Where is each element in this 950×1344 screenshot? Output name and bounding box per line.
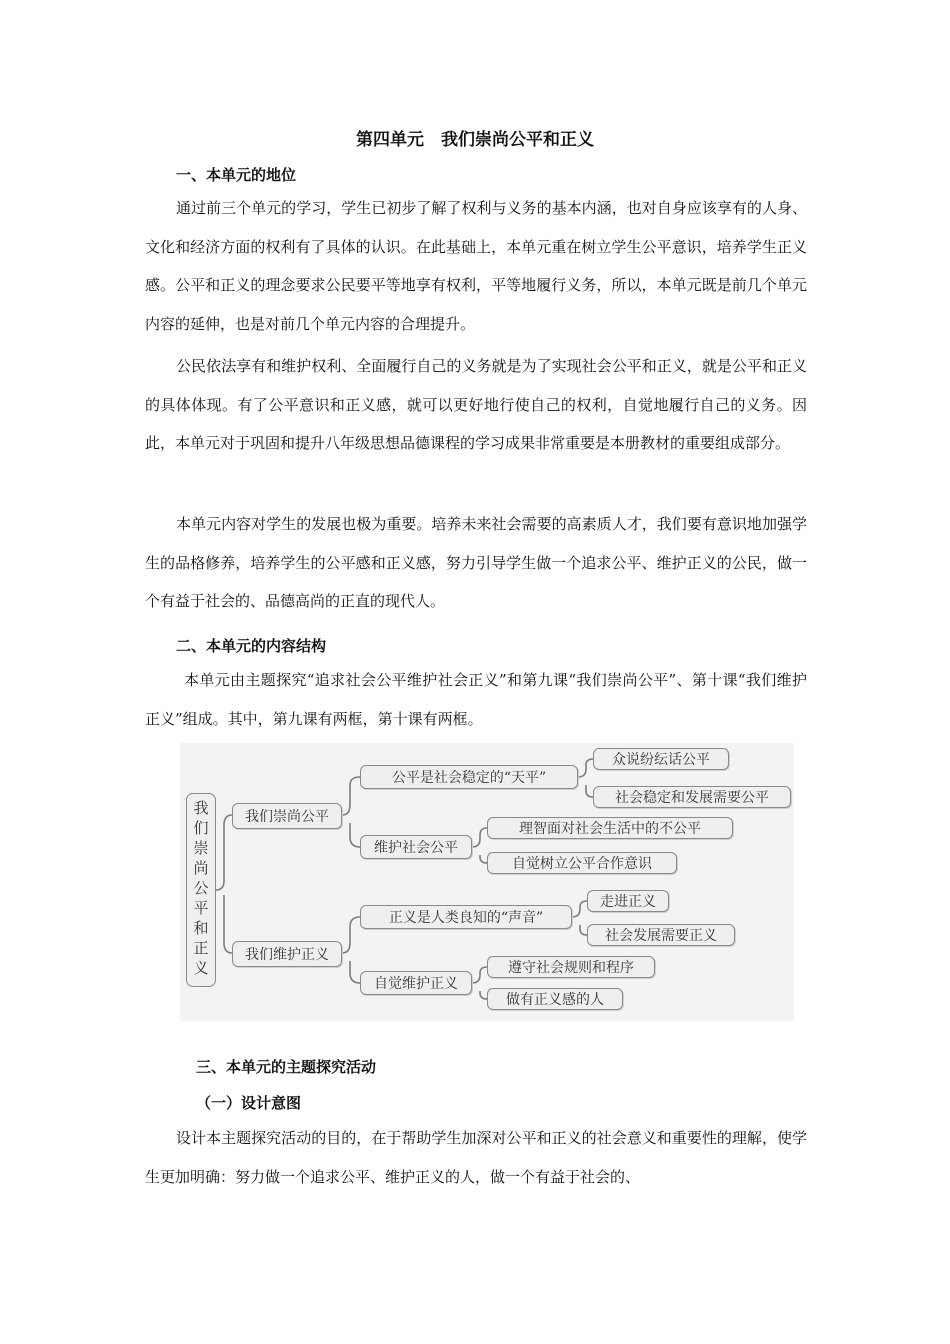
section-1-heading: 一、本单元的地位 [176, 166, 297, 184]
diagram-l10-frame-2: 自觉维护正义 [360, 971, 472, 995]
section-1-paragraph-2: 公民依法享有和维护权利、全面履行自己的义务就是为了实现社会公平和正义，就是公平和正义的具体体现。有了公平意识和正义感，就可以更好地行使自己的权利，自觉地履行自己的义务。因此，本单元对于巩固和提升八年级思想品德课程的学习成果非常重要是本册教材的重要组成部分。 [145, 357, 807, 452]
diagram-l10-frame-1: 正义是人类良知的“声音” [360, 905, 572, 929]
diagram-l10-f1-item-1: 走进正义 [587, 890, 669, 912]
section-3-paragraph: 设计本主题探究活动的目的，在于帮助学生加深对公平和正义的社会意义和重要性的理解，使学生更加明确：努力做一个追求公平、维护正义的人，做一个有益于社会的、 [145, 1129, 807, 1186]
diagram-root: 我们崇尚公平和正义 [186, 793, 216, 987]
diagram-l9-f1-item-1: 众说纷纭话公平 [593, 748, 729, 770]
section-3-subheading: （一）设计意图 [196, 1094, 302, 1112]
diagram-l9-frame-1: 公平是社会稳定的“天平” [360, 765, 578, 789]
section-2-heading: 二、本单元的内容结构 [176, 637, 327, 655]
section-1-paragraph-3: 本单元内容对学生的发展也极为重要。培养未来社会需要的高素质人才，我们要有意识地加强学生的品格修养，培养学生的公平感和正义感，努力引导学生做一个追求公平、维护正义的公民，做一个有益于社会的、品德高尚的正直的现代人。 [145, 515, 807, 610]
diagram-l9-frame-2: 维护社会公平 [360, 835, 472, 859]
diagram-l10-f2-item-2: 做有正义感的人 [487, 988, 623, 1010]
diagram-l10-f1-item-2: 社会发展需要正义 [587, 924, 735, 946]
section-3-heading: 三、本单元的主题探究活动 [196, 1058, 377, 1076]
section-2-paragraph: 本单元由主题探究“追求社会公平维护社会正义”和第九课“我们崇尚公平”、第十课“我们维护正义”组成。其中，第九课有两框，第十课有两框。 [145, 671, 807, 728]
diagram-l10-f2-item-1: 遵守社会规则和程序 [487, 956, 655, 978]
diagram-lesson-10: 我们维护正义 [232, 941, 342, 967]
diagram-l9-f2-item-1: 理智面对社会生活中的不公平 [487, 817, 733, 839]
section-1-paragraph-1: 通过前三个单元的学习，学生已初步了解了权利与义务的基本内涵，也对自身应该享有的人身、文化和经济方面的权利有了具体的认识。在此基础上，本单元重在树立学生公平意识，培养学生正义感。公平和正义的理念要求公民要平等地享有权利，平等地履行义务，所以，本单元既是前几个单元内容的延伸，也是对前几个单元内容的合理提升。 [145, 199, 807, 333]
diagram-lesson-9: 我们崇尚公平 [232, 803, 342, 829]
unit-structure-diagram [180, 743, 794, 1021]
page-title: 第四单元 我们崇尚公平和正义 [356, 130, 594, 150]
diagram-l9-f2-item-2: 自觉树立公平合作意识 [487, 852, 677, 874]
diagram-l9-f1-item-2: 社会稳定和发展需要公平 [593, 786, 791, 808]
